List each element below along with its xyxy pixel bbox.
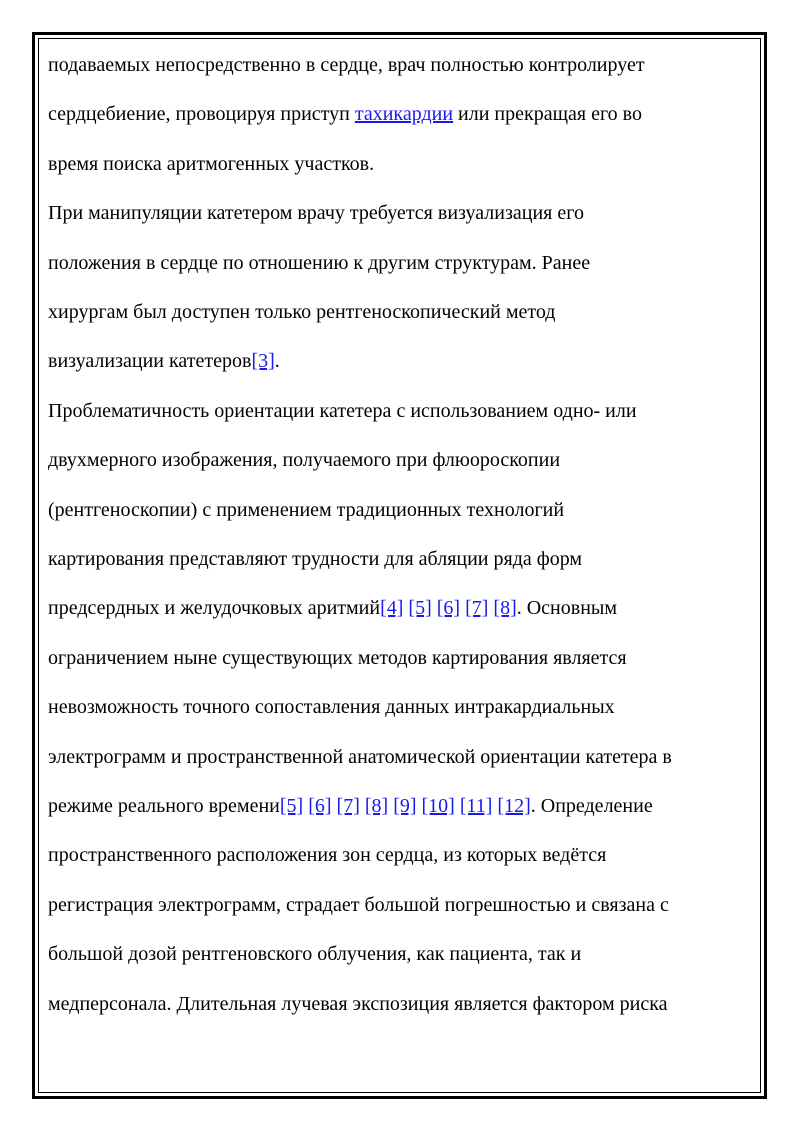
text-line [48,300,555,324]
text-line [48,53,645,77]
reference-link[interactable]: [5] [279,795,304,817]
text-line [48,843,606,867]
text-segment: режиме реального времени [48,795,280,817]
text-line [48,102,642,126]
text-segment: При манипуляции катетером врачу требуется визуализация его [48,202,584,225]
text-segment: . Определение [530,795,653,817]
reference-link[interactable]: [10] [421,795,455,817]
text-segment: большой дозой рентгеновского облучения, как пациента, так и [48,943,582,966]
text-segment: визуализации катетеров [48,350,252,373]
text-segment: или прекращая его во [453,103,642,126]
text-line [48,596,617,620]
text-line [48,547,582,571]
text-line [48,498,564,522]
reference-link[interactable]: [3] [251,350,275,373]
text-line [48,942,581,966]
reference-link[interactable]: [6] [308,795,332,817]
text-segment: сердцебиение, провоцируя приступ [48,103,355,126]
reference-link[interactable]: [12] [497,795,531,817]
text-segment: время поиска аритмогенных участков. [48,152,375,175]
reference-link[interactable]: [9] [393,795,417,817]
text-segment: пространственного расположения зон сердца, из которых ведётся [48,844,607,867]
text-segment: невозможность точного сопоставления данных интракардиальных [48,696,615,719]
text-line [48,399,637,423]
text-line [48,695,615,719]
reference-link[interactable]: [6] [436,597,461,620]
reference-link[interactable]: [7] [336,795,360,817]
text-line [48,349,280,373]
text-segment: положения в сердце по отношению к другим структурам. Ранее [48,251,591,274]
reference-link[interactable]: [5] [408,597,432,620]
text-line [48,794,653,818]
reference-link[interactable]: [4] [380,597,404,620]
text-segment: двухмерного изображения, получаемого при флюороскопии [48,449,561,472]
text-line [48,448,560,472]
text-line [48,646,627,670]
text-segment: (рентгеноскопии) с применением традиционных технологий [48,498,565,521]
text-segment: хирургам был доступен только рентгеноскопический метод [48,301,556,323]
term-link[interactable]: тахикардии [354,103,454,126]
reference-link[interactable]: [7] [465,597,489,620]
text-segment: подаваемых непосредственно в сердце, врач полностью контролирует [48,54,645,76]
text-segment: электрограмм и пространственной анатомической ориентации катетера в [48,745,672,768]
text-segment: ограничением ныне существующих методов картирования является [48,646,627,669]
text-line [48,992,668,1016]
text-line [48,251,590,275]
reference-link[interactable]: [8] [364,795,389,817]
reference-link[interactable]: [11] [459,795,493,817]
text-line [48,745,672,769]
text-line [48,152,374,176]
reference-link[interactable]: [8] [493,597,517,620]
text-line [48,893,669,917]
text-segment: . [274,350,280,373]
text-segment: Проблематичность ориентации катетера с использованием одно- или [48,399,637,422]
text-line [48,201,584,225]
text-segment: . Основным [516,597,617,620]
text-segment: медперсонала. Длительная лучевая экспозиция является фактором риска [48,992,668,1015]
text-segment: предсердных и желудочковых аритмий [48,597,381,620]
text-segment: картирования представляют трудности для абляции ряда форм [48,548,583,570]
text-segment: регистрация электрограмм, страдает большой погрешностью и связана с [48,893,669,916]
